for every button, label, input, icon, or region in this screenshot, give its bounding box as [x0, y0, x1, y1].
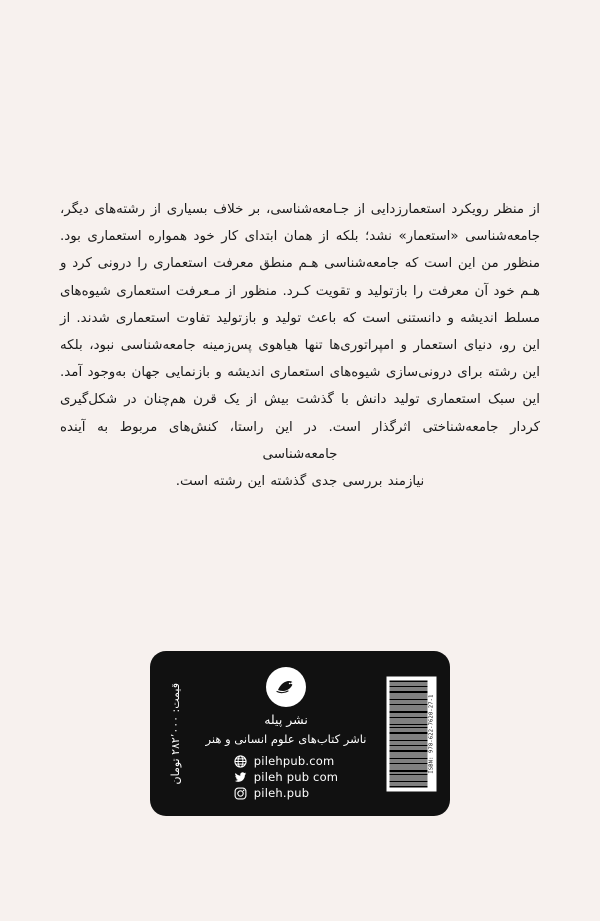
publisher-info [188, 661, 384, 806]
publisher-subtitle: ناشر کتاب‌های علوم انسانی و هنر [205, 731, 367, 746]
publisher-name: نشر پیله [264, 712, 308, 727]
isbn-text: ISBN: 978-622-7620-27-1 [427, 693, 434, 774]
bird-in-circle-icon [266, 667, 306, 707]
barcode-bars [389, 680, 427, 787]
link-twitter-text: pileh pub com [253, 770, 339, 785]
link-instagram-text: pileh.pub [253, 786, 310, 801]
instagram-icon [234, 787, 247, 800]
publisher-colophon-card [150, 651, 450, 816]
link-twitter[interactable] [234, 770, 338, 784]
price-label: قیمت: ۲۸۲٬۰۰۰ تومان [168, 682, 182, 785]
barcode-column [384, 661, 438, 806]
twitter-icon [234, 771, 247, 784]
link-instagram[interactable] [234, 786, 309, 800]
isbn-barcode [386, 676, 436, 791]
blurb-paragraph-last: نیازمند بررسی جدی گذشته این رشته است. [175, 474, 425, 490]
blurb-text [60, 196, 540, 495]
blurb-paragraph: از منظر رویکرد استعمارزدایی از جـامعه‌شناسی، بر خلاف بسیاری از رشته‌های دیگر، جامعه‌شناسی «استعمار» نشد؛ بلکه از همان ابتدای کار خود همواره استعماری بود. منظور من این است که جامعه‌شناسی هـم منطق معرفت استعماری را درونی کرد و هـم خود آن معرفت را بازتولید و تقویت کـرد. منظور از مـعرفت استعماری شیوه‌های مسلط اندیشه و دانستنی است که باعث تولید و بازتولید تفاوت استعماری شدند. از این رو، دنیای استعمار و امپراتوری‌ها تنها هیاهوی پس‌زمینه جامعه‌شناسی نبود، بلکه این رشته برای درونی‌سازی شیوه‌های استعماری اندیشه و بازنمایی جهان به‌وجود آمد. این سبک استعماری تولید دانش با گذشت بیش از یک قرن هم‌چنان در شکل‌گیری کردار جامعه‌شناختی اثرگذار است. در این راستا، کنش‌های مربوط به آینده جامعه‌شناسی [60, 202, 540, 462]
publisher-links [234, 754, 338, 800]
link-website-text: pilehpub.com [253, 754, 335, 769]
link-website[interactable] [234, 754, 335, 768]
price-column [162, 661, 188, 806]
globe-icon [234, 755, 247, 768]
